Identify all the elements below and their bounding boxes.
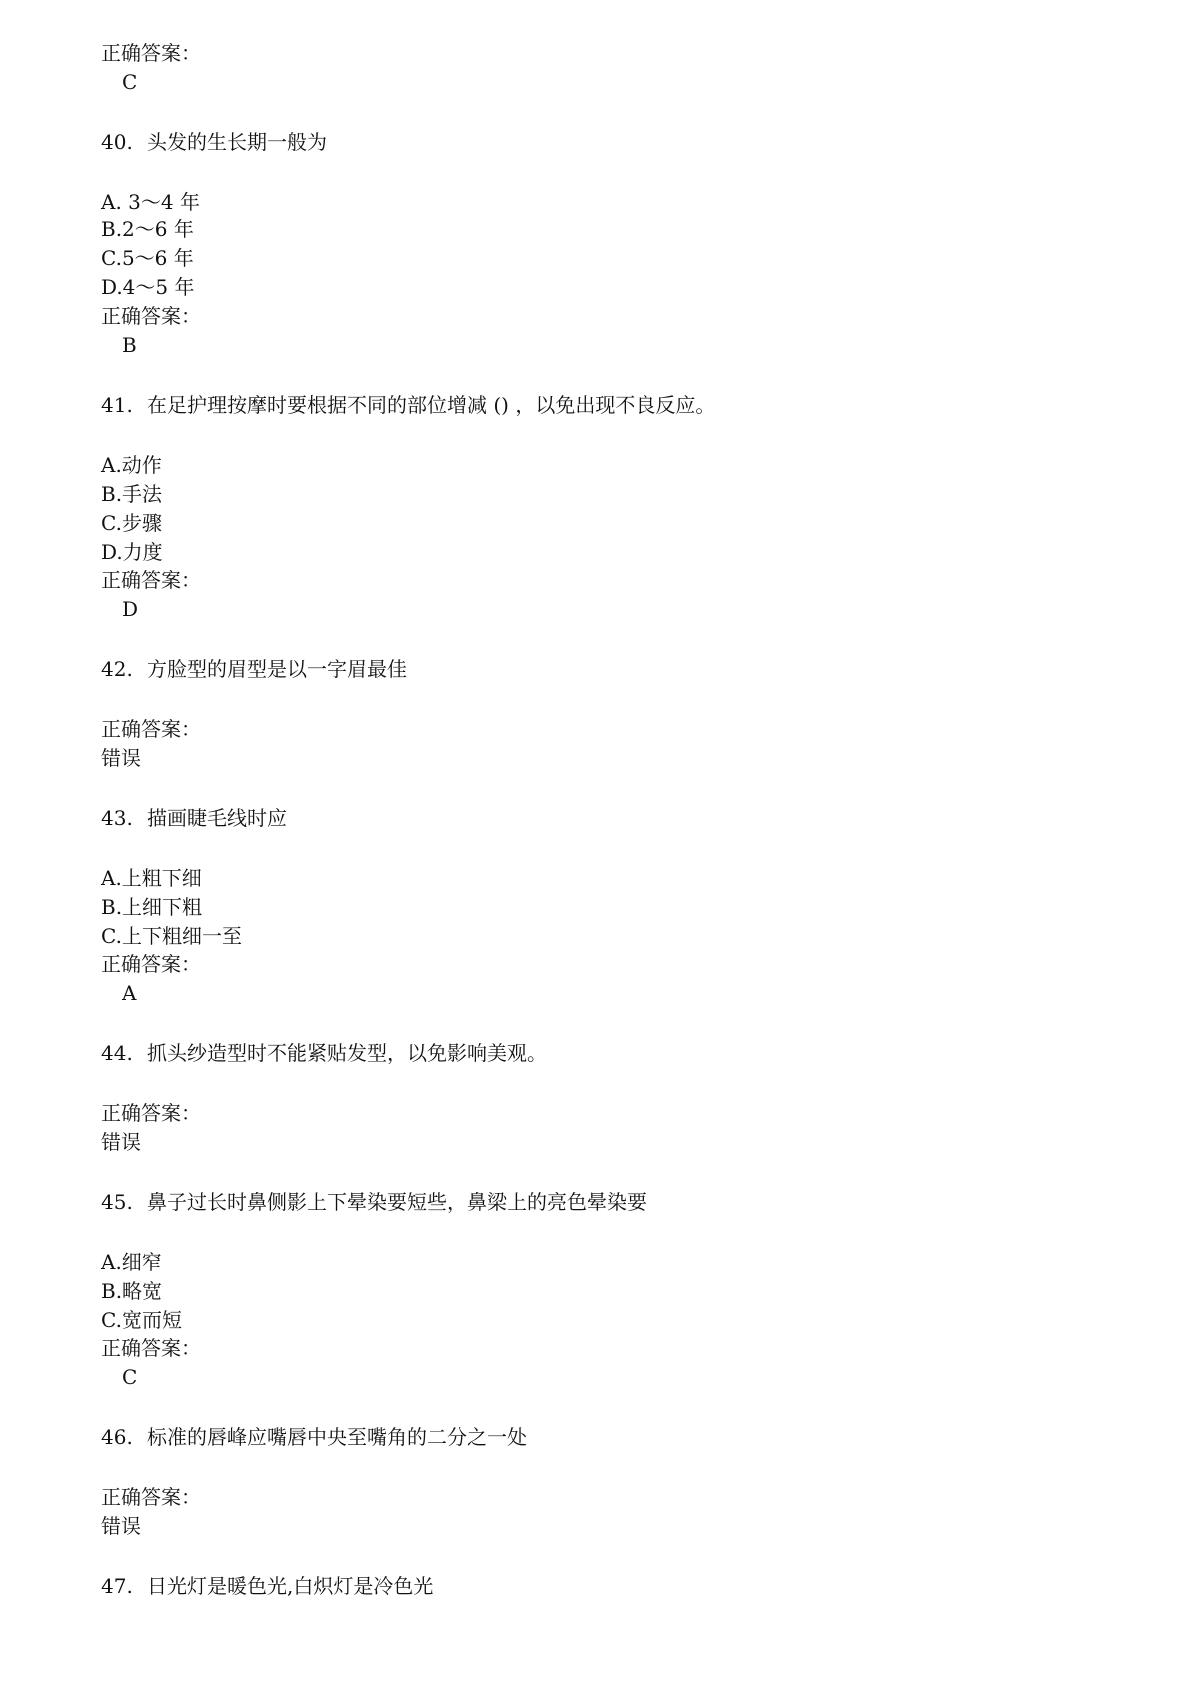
option-a: A.动作 (101, 453, 162, 477)
option-b: B.2～6 年 (101, 217, 194, 241)
answer-label: 正确答案： (101, 1336, 201, 1360)
question-number: 42. (101, 657, 133, 681)
question-number: 44. (101, 1041, 133, 1065)
question-number: 46. (101, 1425, 133, 1449)
question-text: 鼻子过长时鼻侧影上下晕染要短些，鼻梁上的亮色晕染要 (147, 1190, 647, 1214)
question-41 (101, 392, 715, 420)
answer-value: C (122, 1365, 138, 1389)
question-text: 日光灯是暖色光,白炽灯是冷色光 (147, 1574, 434, 1598)
question-number: 41. (101, 393, 133, 417)
option-a: A.上粗下细 (101, 866, 202, 890)
question-45 (101, 1189, 647, 1217)
answer-value: 错误 (101, 746, 141, 770)
question-text: 方脸型的眉型是以一字眉最佳 (147, 657, 407, 681)
question-text: 在足护理按摩时要根据不同的部位增减 () ，以免出现不良反应。 (147, 393, 716, 417)
option-b: B.手法 (101, 482, 163, 506)
answer-label: 正确答案： (101, 304, 201, 328)
question-number: 47. (101, 1574, 133, 1598)
option-a: A. 3～4 年 (101, 190, 200, 214)
answer-value: D (122, 597, 139, 621)
question-text: 描画睫毛线时应 (147, 806, 287, 830)
question-number: 43. (101, 806, 133, 830)
answer-label: 正确答案： (101, 41, 201, 65)
question-43 (101, 805, 287, 833)
option-b: B.上细下粗 (101, 895, 203, 919)
question-text: 抓头纱造型时不能紧贴发型，以免影响美观。 (147, 1041, 547, 1065)
question-number: 40. (101, 130, 133, 154)
option-c: C.5～6 年 (101, 246, 194, 270)
answer-label: 正确答案： (101, 1485, 201, 1509)
question-number: 45. (101, 1190, 133, 1214)
question-text: 头发的生长期一般为 (147, 130, 327, 154)
question-text: 标准的唇峰应嘴唇中央至嘴角的二分之一处 (147, 1425, 527, 1449)
option-c: C.宽而短 (101, 1308, 182, 1332)
answer-label: 正确答案： (101, 717, 201, 741)
option-d: D.力度 (101, 540, 163, 564)
question-46 (101, 1424, 527, 1452)
option-b: B.略宽 (101, 1279, 163, 1303)
answer-value: C (122, 70, 138, 94)
answer-value: A (122, 981, 137, 1005)
question-47 (101, 1573, 433, 1601)
answer-value: 错误 (101, 1130, 141, 1154)
answer-label: 正确答案： (101, 1101, 201, 1125)
question-42 (101, 656, 407, 684)
option-a: A.细窄 (101, 1250, 162, 1274)
answer-label: 正确答案： (101, 952, 201, 976)
option-d: D.4～5 年 (101, 275, 195, 299)
answer-value: 错误 (101, 1514, 141, 1538)
question-40 (101, 129, 327, 157)
answer-value: B (122, 333, 137, 357)
option-c: C.步骤 (101, 511, 162, 535)
question-44 (101, 1040, 547, 1068)
answer-label: 正确答案： (101, 568, 201, 592)
option-c: C.上下粗细一至 (101, 924, 242, 948)
